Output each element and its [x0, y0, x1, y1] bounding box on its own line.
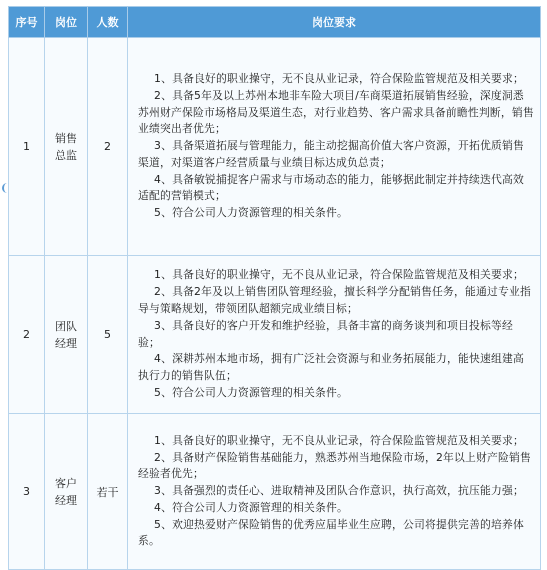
requirement-item: 5、符合公司人力资源管理的相关条件。 — [154, 206, 349, 220]
requirement-item: 5、欢迎热爱财产保险销售的优秀应届毕业生应聘，公司将提供完善的培养体系。 — [138, 517, 524, 548]
requirement-item: 4、深耕苏州本地市场，拥有广泛社会资源与和业务拓展能力，能快速组建高执行力的销售队伍； — [138, 352, 524, 383]
table-row — [9, 256, 541, 414]
table-header-row — [9, 7, 541, 38]
row-position: 销售总监 — [55, 131, 77, 162]
requirement-item: 3、具备渠道拓展与管理能力，能主动挖掘高价值大客户资源，开拓优质销售渠道，对渠道客户经营质量与业绩目标达成负总责； — [138, 139, 524, 169]
requirement-item: 4、具备敏锐捕捉客户需求与市场动态的能力，能够据此制定并持续迭代高效适配的营销模式； — [138, 172, 524, 203]
row-count: 5 — [88, 256, 128, 414]
requirement-item: 3、具备强烈的责任心、进取精神及团队合作意识，执行高效，抗压能力强； — [154, 484, 524, 498]
header-requirements: 岗位要求 — [128, 7, 541, 38]
requirement-item: 1、具备良好的职业操守，无不良从业记录，符合保险监管规范及相关要求； — [154, 71, 524, 85]
job-table — [8, 6, 541, 570]
requirement-item: 1、具备良好的职业操守，无不良从业记录，符合保险监管规范及相关要求； — [154, 268, 524, 282]
requirement-item: 4、符合公司人力资源管理的相关条件。 — [154, 500, 349, 514]
row-count: 2 — [88, 38, 128, 256]
row-position: 团队经理 — [55, 319, 77, 350]
requirement-item: 2、具备2年及以上销售团队管理经验，擅长科学分配销售任务，能通过专业指导与策略规划，带领团队超额完成业绩目标； — [138, 285, 532, 315]
header-count: 人数 — [88, 7, 128, 38]
table-row — [9, 38, 541, 256]
row-count: 若干 — [88, 414, 128, 570]
requirement-item: 1、具备良好的职业操守，无不良从业记录，符合保险监管规范及相关要求； — [154, 433, 524, 447]
header-position: 岗位 — [45, 7, 88, 38]
header-no: 序号 — [9, 7, 45, 38]
table-row — [9, 414, 541, 570]
row-no: 2 — [9, 256, 45, 414]
requirement-item: 3、具备良好的客户开发和维护经验，具备丰富的商务谈判和项目投标等经验； — [138, 318, 513, 349]
row-no: 3 — [9, 414, 45, 570]
requirement-item: 2、具备财产保险销售基础能力，熟悉苏州当地保险市场，2年以上财产险销售经验者优先； — [138, 450, 532, 481]
requirement-item: 2、具备5年及以上苏州本地非车险大项目/车商渠道拓展销售经验，深度洞悉苏州财产保险市场格局及渠道生态，对行业趋势、客户需求具备前瞻性判断，销售业绩突出者优先； — [138, 88, 534, 136]
row-position: 客户经理 — [55, 476, 77, 507]
row-no: 1 — [9, 38, 45, 256]
requirement-item: 5、符合公司人力资源管理的相关条件。 — [154, 385, 349, 399]
